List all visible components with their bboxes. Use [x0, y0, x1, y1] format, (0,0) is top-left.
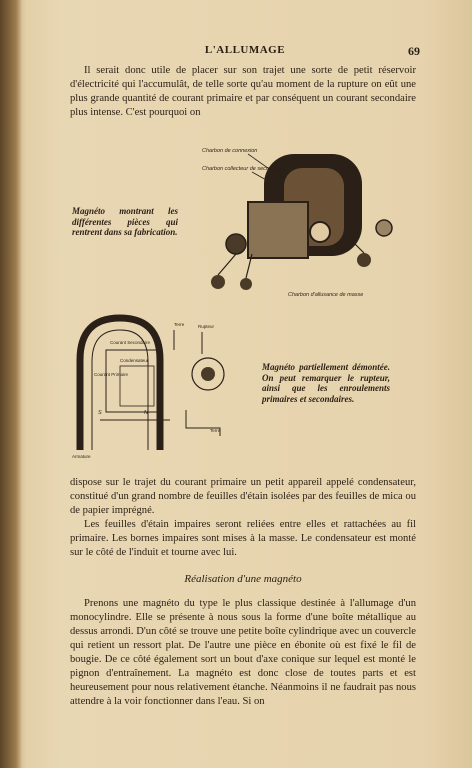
- figure-2-caption: Magnéto partiellement démontée. On peut remarquer le rupteur, ainsi que les enroulements primaires et secondaires.: [262, 362, 390, 404]
- page-header: [70, 44, 420, 60]
- paragraph-realisation: [70, 597, 416, 709]
- figure-1-caption: Magnéto montrant les différentes pièces qui rentrent dans sa fabrication.: [72, 206, 178, 237]
- label-rupteur: Rupteur: [198, 324, 215, 329]
- paragraph-realisation-text: Prenons une magnéto du type le plus classique destinée à l'allumage d'un monocylindre. Elle se présente à nous sous la forme d'une boîte métallique au dessus arrondi. D'un côté se trouve une petite boîte cylindrique avec un couvercle qui retient un ressort plat. De l'autre une pièce en ébonite où est fixé le fil de bougie. De ce côté également sort un bout d'axe conique sur lequel est monté le pignon d'entraînement. La magnéto est donc close de toutes parts et est heureusement pour nous relativement étanche. Néanmoins il ne faudrait pas nous attendre à la voir fonctionner dans l'eau. Si on: [70, 598, 416, 707]
- label-terre-bottom: Terre: [210, 428, 221, 433]
- paragraph-condensateur-line-2: Les feuilles d'étain impaires seront reliées entre elles et rattachées au fil primaire. Les bornes impaires sont mises à la masse. Le condensateur est monté sur le côté de l'induit et tourne avec lui.: [70, 519, 416, 558]
- magneto-spring-cap: [376, 220, 392, 236]
- section-title: Réalisation d'une magnéto: [184, 573, 302, 585]
- terminal-lines-top: [174, 330, 202, 354]
- magneto-diagram: [70, 310, 260, 460]
- label-charbon-masse: Charbon d'allusance de masse: [288, 292, 364, 298]
- label-pole-n: N: [144, 410, 148, 416]
- magneto-carbon-brush-right: [357, 253, 371, 267]
- magneto-carbon-brush-mid: [240, 278, 252, 290]
- label-charbon-connexion: Charbon de connexion: [202, 148, 258, 154]
- magneto-wire-3: [353, 242, 364, 253]
- magneto-base-block: [248, 202, 308, 258]
- paragraph-intro-text: Il serait donc utile de placer sur son trajet une sorte de petit réservoir d'électricité qui l'accumulât, de telle sorte qu'au moment de la rupture on eût une plus grande quantité de courant primaire et par conséquent un courant secondaire plus intense. C'est pourquoi on: [70, 65, 416, 118]
- paragraph-condensateur: [70, 476, 416, 560]
- magneto-shaft-end: [310, 222, 330, 242]
- paragraph-condensateur-line-1: dispose sur le trajet du courant primaire un petit appareil appelé condensateur, constitué d'un grand nombre de feuilles d'étain isolées par des feuilles de mica ou de papier imprégné.: [70, 477, 416, 516]
- page-number: 69: [408, 44, 420, 58]
- breaker-cam: [201, 367, 215, 381]
- magneto-cap-left: [226, 234, 246, 254]
- label-condensateur: Condensateur: [120, 358, 149, 363]
- running-title: L'ALLUMAGE: [204, 44, 286, 56]
- label-armature: Armature: [72, 454, 91, 459]
- label-terre-top: Terre: [174, 322, 185, 327]
- label-courant-primaire: Courant Primaire: [94, 372, 129, 377]
- label-pole-s: S: [98, 410, 102, 416]
- magneto-carbon-brush-left: [211, 275, 225, 289]
- label-courant-secondaire: Courant Secondaire: [110, 340, 151, 345]
- magneto-wire-1: [218, 254, 236, 275]
- paragraph-intro: [70, 64, 416, 120]
- book-gutter: [0, 0, 22, 768]
- magneto-illustration: [188, 142, 416, 302]
- label-charbon-collecteur: Charbon collecteur de secondaire: [202, 166, 285, 172]
